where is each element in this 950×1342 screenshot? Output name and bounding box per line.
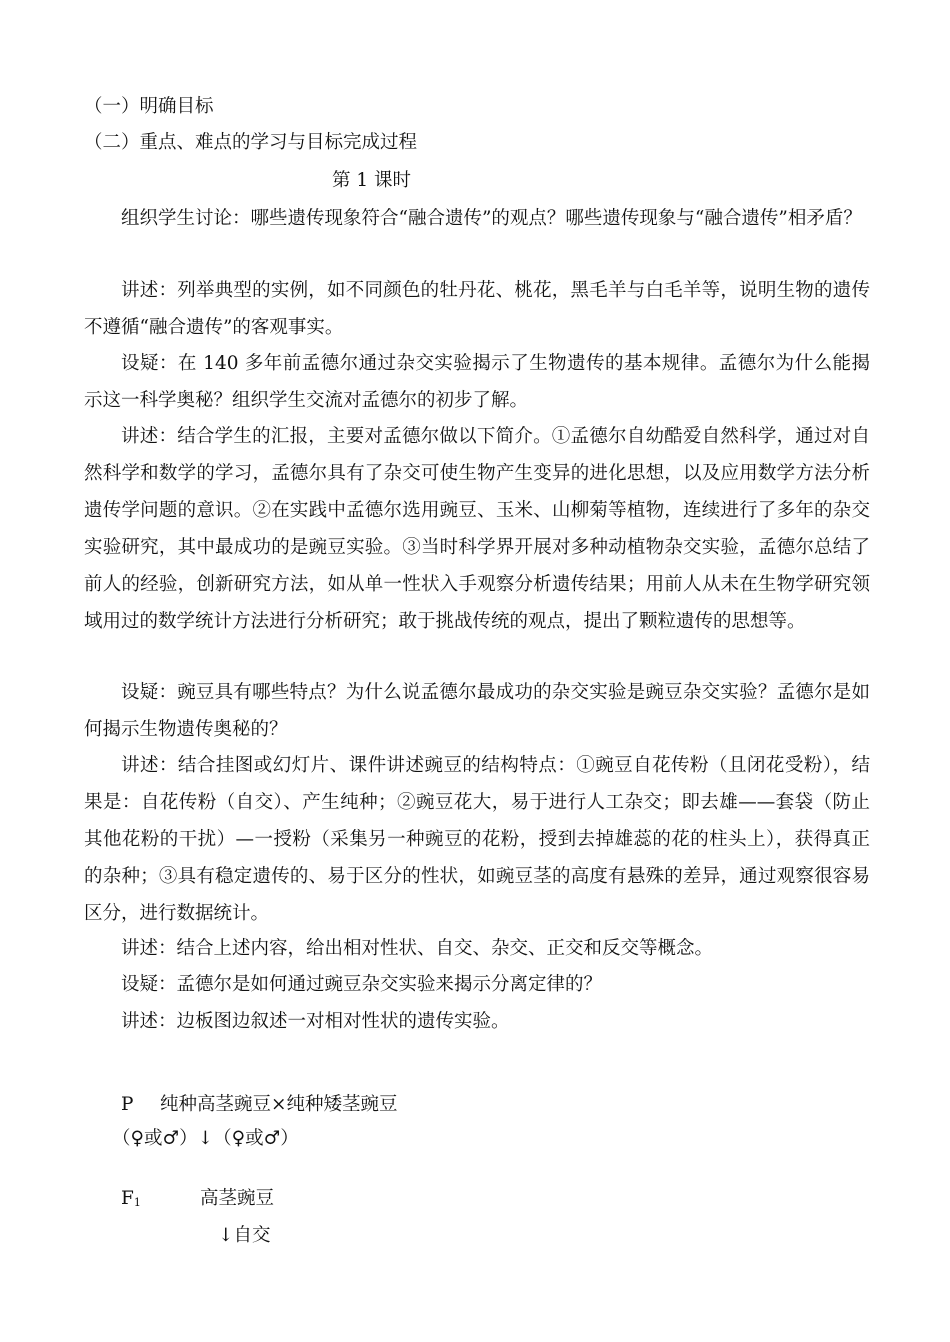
paragraph-discussion: 组织学生讨论：哪些遗传现象符合“融合遗传”的观点？哪些遗传现象与“融合遗传”相矛盾？: [121, 208, 862, 229]
paragraph-pea-features: 讲述：结合挂图或幻灯片、课件讲述豌豆的结构特点：①豌豆自花传粉（且闭花受粉），结果是：自花传粉（自交）、产生纯种；②豌豆花大，易于进行人工杂交；即去雄——套袋（防止其他花粉的干扰）—一授粉（采集另一种豌豆的花粉，授到去掉雄蕊的花的柱头上），获得真正的杂种；③具有稳定遗传的、易于区分的性状，如豌豆茎的高度有悬殊的差异，通过观察很容易区分，进行数据统计。: [84, 755, 870, 924]
f1-generation-label: [121, 1190, 141, 1209]
paragraph-concepts: 讲述：结合上述内容，给出相对性状、自交、杂交、正交和反交等概念。: [121, 938, 714, 959]
paragraph-question-mendel: 设疑：在 140 多年前孟德尔通过杂交实验揭示了生物遗传的基本规律。孟德尔为什么能揭示这一科学奥秘？组织学生交流对孟德尔的初步了解。: [84, 353, 870, 411]
paragraph-experiment: 讲述：边板图边叙述一对相对性状的遗传实验。: [121, 1011, 510, 1032]
f1-label-subscript: 1: [133, 1196, 141, 1209]
lesson-title: 第 1 课时: [332, 170, 412, 191]
f1-generation-result: 高茎豌豆: [200, 1188, 275, 1209]
heading-process: （二）重点、难点的学习与目标完成过程: [84, 132, 418, 153]
heading-goal: （一）明确目标: [84, 96, 214, 117]
paragraph-examples: 讲述：列举典型的实例，如不同颜色的牡丹花、桃花，黑毛羊与白毛羊等，说明生物的遗传不遵循“融合遗传”的客观事实。: [84, 280, 870, 338]
selfing-arrow-label: ↓自交: [218, 1225, 271, 1246]
p-generation-sex: （♀或♂）↓（♀或♂）: [112, 1128, 299, 1149]
paragraph-mendel-intro: 讲述：结合学生的汇报，主要对孟德尔做以下简介。①孟德尔自幼酷爱自然科学，通过对自然科学和数学的学习，孟德尔具有了杂交可使生物产生变异的进化思想，以及应用数学方法分析遗传学问题的意识。②在实践中孟德尔选用豌豆、玉米、山柳菊等植物，连续进行了多年的杂交实验研究，其中最成功的是豌豆实验。③当时科学界开展对多种动植物杂交实验，孟德尔总结了前人的经验，创新研究方法，如从单一性状入手观察分析遗传结果；用前人从未在生物学研究领域用过的数学统计方法进行分析研究；敢于挑战传统的观点，提出了颗粒遗传的思想等。: [84, 426, 870, 632]
paragraph-question-pea: 设疑：豌豆具有哪些特点？为什么说孟德尔最成功的杂交实验是豌豆杂交实验？孟德尔是如何揭示生物遗传奥秘的？: [84, 682, 870, 740]
p-generation-label: P: [121, 1094, 134, 1115]
p-generation-cross: 纯种高茎豌豆×纯种矮茎豌豆: [160, 1094, 398, 1115]
f1-label-letter: F: [121, 1188, 134, 1209]
paragraph-question-segregation: 设疑：孟德尔是如何通过豌豆杂交实验来揭示分离定律的？: [121, 974, 603, 995]
